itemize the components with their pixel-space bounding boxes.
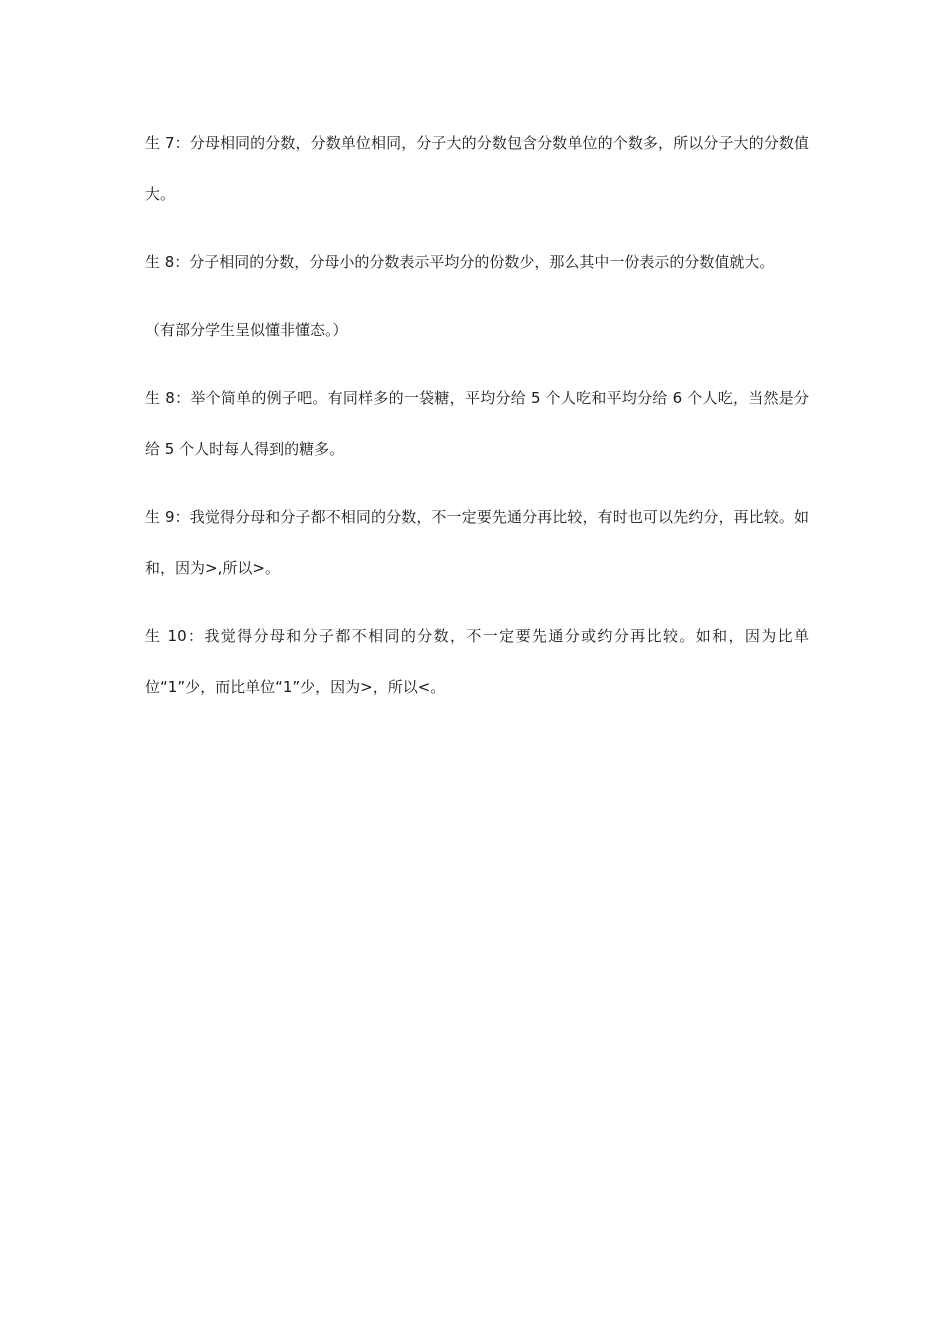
paragraph-student-8-example: 生 8：举个简单的例子吧。有同样多的一袋糖，平均分给 5 个人吃和平均分给 6 个人吃，当然是分给 5 个人时每人得到的糖多。 (145, 389, 809, 458)
paragraph-student-7: 生 7：分母相同的分数，分数单位相同，分子大的分数包含分数单位的个数多，所以分子大的分数值大。 (145, 134, 809, 203)
document-body (145, 118, 809, 713)
paragraph-class-reaction: （有部分学生呈似懂非懂态。） (145, 321, 348, 339)
paragraph-student-10: 生 10：我觉得分母和分子都不相同的分数，不一定要先通分或约分再比较。如和，因为比单位“1”少，而比单位“1”少，因为>，所以<。 (145, 627, 809, 696)
paragraph-student-9: 生 9：我觉得分母和分子都不相同的分数，不一定要先通分再比较，有时也可以先约分，再比较。如和，因为>,所以>。 (145, 508, 809, 577)
paragraph-student-8: 生 8：分子相同的分数，分母小的分数表示平均分的份数少，那么其中一份表示的分数值就大。 (145, 253, 775, 271)
